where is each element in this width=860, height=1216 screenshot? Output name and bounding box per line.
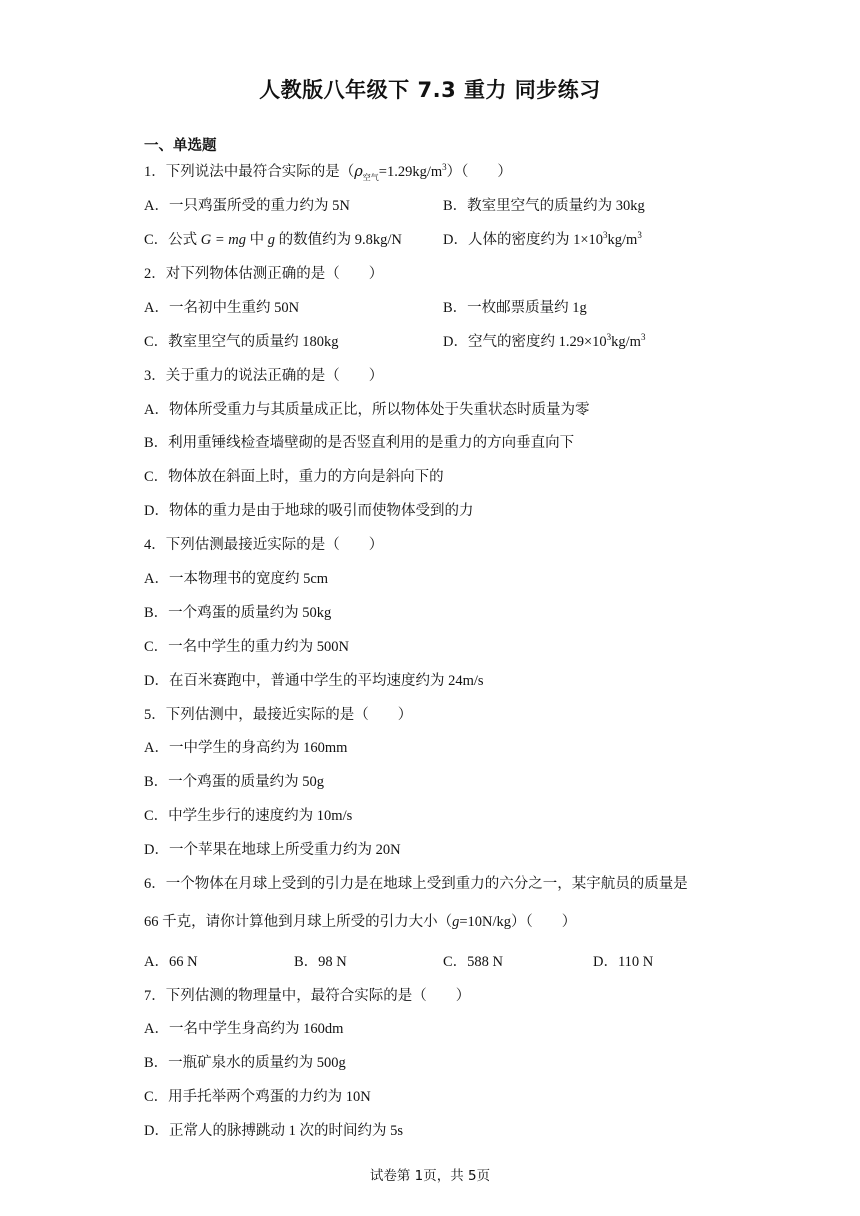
q2-d-exponent: 3: [606, 332, 612, 343]
q1-exponent: 3: [442, 162, 447, 173]
question-5-stem: 5．下列估测中，最接近实际的是（ ）: [144, 707, 413, 723]
q6-option-a[interactable]: A．66 N: [144, 954, 198, 970]
q4-option-c[interactable]: C．一名中学生的重力约为 500N: [144, 639, 350, 655]
question-6-stem-line2: [144, 912, 576, 932]
q6-stem-text: 66 千克，请你计算他到月球上所受的引力大小（: [144, 914, 453, 930]
q2-option-c[interactable]: C．教室里空气的质量约 180kg: [144, 334, 339, 350]
q2-option-a[interactable]: A．一名初中生重约 50N: [144, 300, 300, 316]
page-title: 人教版八年级下 7.3 重力 同步练习: [259, 78, 601, 102]
q7-option-c[interactable]: C．用手托举两个鸡蛋的力约为 10N: [144, 1089, 371, 1105]
question-1-stem: [144, 162, 512, 188]
q6-stem-end: =10N/kg）（ ）: [459, 914, 577, 930]
q1-stem-text: 1．下列说法中最符合实际的是（: [144, 164, 355, 180]
q4-option-d[interactable]: D．在百米赛跑中，普通中学生的平均速度约为 24m/s: [144, 673, 484, 689]
q1-stem-end: ）（ ）: [446, 164, 512, 180]
section-heading: 一、单选题: [144, 138, 217, 154]
q1-d-unit: kg/m: [607, 232, 638, 248]
g-symbol: g: [452, 914, 460, 930]
q1-option-c[interactable]: [144, 230, 402, 250]
q2-option-d[interactable]: [443, 332, 645, 352]
q2-d-text: D．空气的密度约 1.29×10: [443, 334, 607, 350]
q1-c-mid: 中: [246, 232, 268, 248]
q1-stem-value: =1.29kg/m: [378, 164, 443, 180]
page-footer: 试卷第 1页，共 5页: [369, 1168, 491, 1184]
question-4-stem: 4．下列估测最接近实际的是（ ）: [144, 537, 384, 553]
q1-option-a[interactable]: A．一只鸡蛋所受的重力约为 5N: [144, 198, 350, 214]
q1-c-prefix: C．公式: [144, 232, 201, 248]
rho-subscript: 空气: [362, 172, 379, 182]
g-symbol: g: [267, 232, 276, 248]
q4-option-a[interactable]: A．一本物理书的宽度约 5cm: [144, 571, 329, 587]
rho-letter: ρ: [354, 164, 363, 180]
q6-option-b[interactable]: B．98 N: [294, 954, 347, 970]
q5-option-a[interactable]: A．一中学生的身高约为 160mm: [144, 740, 348, 756]
q3-option-b[interactable]: B．利用重锤线检查墙壁砌的是否竖直利用的是重力的方向垂直向下: [144, 435, 575, 451]
q4-option-b[interactable]: B．一个鸡蛋的质量约为 50kg: [144, 605, 332, 621]
q6-option-c[interactable]: C．588 N: [443, 954, 504, 970]
q3-option-c[interactable]: C．物体放在斜面上时，重力的方向是斜向下的: [144, 469, 444, 485]
q1-d-exponent: 3: [603, 230, 608, 241]
q1-option-b[interactable]: B．教室里空气的质量约为 30kg: [443, 198, 645, 214]
q2-d-unit: kg/m: [611, 334, 641, 350]
q5-option-c[interactable]: C．中学生步行的速度约为 10m/s: [144, 808, 353, 824]
q5-option-b[interactable]: B．一个鸡蛋的质量约为 50g: [144, 774, 325, 790]
question-7-stem: 7．下列估测的物理量中，最符合实际的是（ ）: [144, 988, 471, 1004]
question-3-stem: 3．关于重力的说法正确的是（ ）: [144, 368, 384, 384]
q3-option-a[interactable]: A．物体所受重力与其质量成正比，所以物体处于失重状态时质量为零: [144, 402, 590, 418]
q1-c-suffix: 的数值约为 9.8kg/N: [275, 232, 402, 248]
q7-option-a[interactable]: A．一名中学生身高约为 160dm: [144, 1021, 344, 1037]
q2-d-unit-exponent: 3: [640, 332, 646, 343]
q7-option-d[interactable]: D．正常人的脉搏跳动 1 次的时间约为 5s: [144, 1123, 403, 1139]
question-2-stem: 2．对下列物体估测正确的是（ ）: [144, 266, 384, 282]
rho-symbol: [354, 164, 379, 180]
question-6-stem-line1: 6．一个物体在月球上受到的引力是在地球上受到重力的六分之一，某宇航员的质量是: [144, 876, 688, 892]
q1-d-text: D．人体的密度约为 1×10: [443, 232, 604, 248]
q7-option-b[interactable]: B．一瓶矿泉水的质量约为 500g: [144, 1055, 346, 1071]
q1-option-d[interactable]: [443, 230, 642, 250]
q3-option-d[interactable]: D．物体的重力是由于地球的吸引而使物体受到的力: [144, 503, 474, 519]
q6-option-d[interactable]: D．110 N: [593, 954, 654, 970]
q1-d-unit-exponent: 3: [637, 230, 642, 241]
q5-option-d[interactable]: D．一个苹果在地球上所受重力约为 20N: [144, 842, 401, 858]
formula-g-mg: G = mg: [200, 232, 247, 248]
q2-option-b[interactable]: B．一枚邮票质量约 1g: [443, 300, 587, 316]
